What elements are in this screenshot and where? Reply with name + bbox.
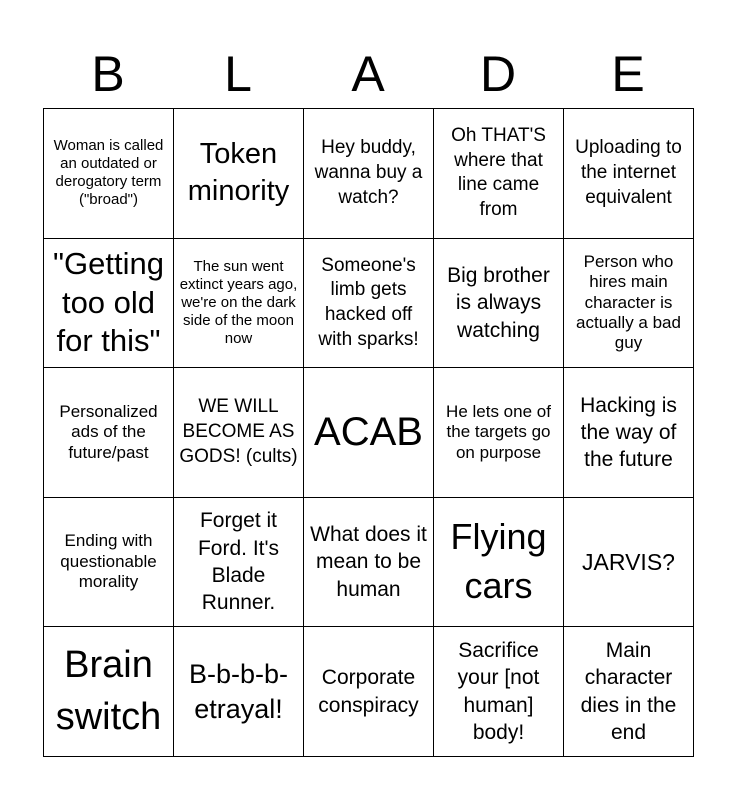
bingo-cell[interactable]	[304, 368, 434, 498]
cell-text: Main character dies in the end	[580, 639, 677, 744]
bingo-header	[43, 40, 693, 108]
cell-text: Hacking is the way of the future	[580, 393, 677, 472]
header-letter-l: L	[224, 46, 252, 102]
cell-text: B-b-b-b-etrayal!	[188, 658, 289, 724]
cell-text: Sacrifice your [not human] body!	[457, 639, 540, 744]
cell-text: Uploading to the internet equivalent	[575, 137, 682, 208]
bingo-cell[interactable]	[44, 239, 174, 369]
cell-text: He lets one of the targets go on purpose	[446, 401, 551, 462]
cell-text: Woman is called an outdated or derogatory term ("broad")	[53, 137, 164, 209]
cell-text: Forget it Ford. It's Blade Runner.	[197, 509, 280, 615]
cell-text: Personalized ads of the future/past	[59, 401, 158, 462]
cell-text: Brain switch	[55, 644, 162, 738]
cell-text: JARVIS?	[582, 548, 675, 575]
cell-text: Big brother is always watching	[447, 263, 550, 342]
bingo-board	[43, 108, 694, 757]
cell-text: The sun went extinct years ago, we're on the dark side of the moon now	[179, 257, 298, 347]
cell-text: Token minority	[187, 137, 290, 208]
bingo-cell[interactable]	[304, 109, 434, 239]
cell-text: Person who hires main character is actually a bad guy	[576, 251, 681, 353]
bingo-cell[interactable]	[304, 239, 434, 369]
bingo-cell[interactable]	[174, 368, 304, 498]
bingo-cell[interactable]	[434, 368, 564, 498]
bingo-cell[interactable]	[174, 239, 304, 369]
bingo-cell[interactable]	[564, 368, 694, 498]
cell-text: Flying cars	[450, 516, 547, 607]
bingo-cell[interactable]	[434, 109, 564, 239]
bingo-cell[interactable]	[174, 498, 304, 628]
bingo-cell[interactable]	[564, 239, 694, 369]
header-letter-e: E	[611, 46, 645, 102]
bingo-cell[interactable]	[434, 627, 564, 757]
bingo-cell[interactable]	[434, 498, 564, 628]
bingo-cell[interactable]	[44, 627, 174, 757]
cell-text: Corporate conspiracy	[318, 666, 419, 717]
bingo-cell[interactable]	[174, 627, 304, 757]
bingo-cell[interactable]	[564, 109, 694, 239]
bingo-cell[interactable]	[174, 109, 304, 239]
cell-text: Someone's limb gets hacked off with sparks!	[318, 254, 419, 350]
bingo-cell[interactable]	[434, 239, 564, 369]
cell-text: WE WILL BECOME AS GODS! (cults)	[179, 396, 298, 467]
bingo-cell[interactable]	[304, 498, 434, 628]
bingo-cell[interactable]	[44, 498, 174, 628]
bingo-cell[interactable]	[44, 368, 174, 498]
cell-text: Hey buddy, wanna buy a watch?	[314, 137, 423, 208]
cell-text: Oh THAT'S where that line came from	[451, 124, 546, 220]
bingo-cell[interactable]	[44, 109, 174, 239]
header-letter-d: D	[479, 46, 517, 102]
bingo-cell[interactable]	[304, 627, 434, 757]
header-letter-a: A	[351, 46, 385, 102]
cell-text: "Getting too old for this"	[53, 245, 164, 359]
header-letter-b: B	[91, 46, 125, 102]
cell-text: Ending with questionable morality	[60, 531, 157, 592]
cell-text: What does it mean to be human	[310, 523, 427, 601]
cell-text: ACAB	[314, 410, 423, 455]
bingo-cell[interactable]	[564, 498, 694, 628]
bingo-cell[interactable]	[564, 627, 694, 757]
